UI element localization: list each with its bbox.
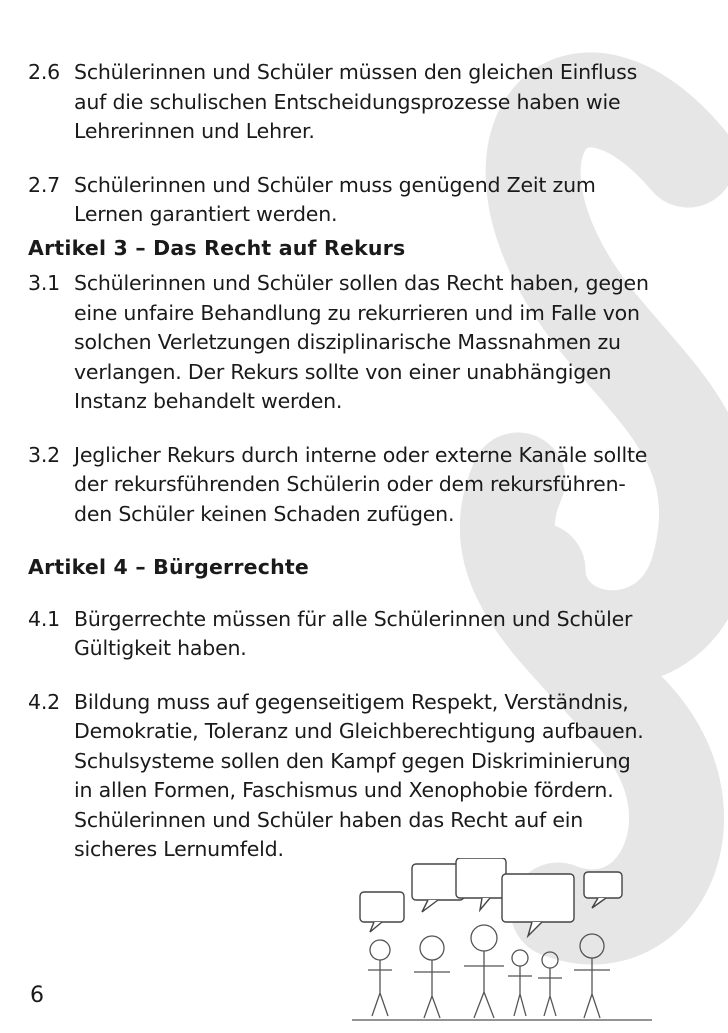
text-line: sicheres Lernumfeld. — [74, 837, 284, 861]
text-line: Demokratie, Toleranz und Gleichberechtigung aufbauen. — [74, 719, 644, 743]
text-line: Gültigkeit haben. — [74, 636, 247, 660]
item-number: 3.2 — [28, 442, 61, 467]
item-number: 2.7 — [28, 172, 61, 197]
text-line: Bürgerrechte müssen für alle Schülerinnen und Schüler — [74, 606, 633, 631]
item-number: 2.6 — [28, 60, 61, 84]
text-line: eine unfaire Behandlung zu rekurrieren und im Falle von — [74, 300, 640, 325]
item-text — [74, 58, 688, 147]
text-line: Schülerinnen und Schüler müssen den gleichen Einfluss — [74, 60, 638, 84]
people-speech-bubbles-illustration — [352, 858, 652, 1023]
item-text — [74, 688, 688, 865]
text-line: solchen Verletzungen disziplinarische Massnahmen zu — [74, 330, 621, 354]
text-line: verlangen. Der Rekurs sollte von einer unabhängigen — [74, 359, 612, 384]
item-number: 4.1 — [28, 606, 61, 631]
item-text — [74, 605, 688, 664]
text-line: Bildung muss auf gegenseitigem Respekt, Verständnis, — [74, 689, 629, 714]
numbered-item — [28, 605, 688, 664]
text-line: Jeglicher Rekurs durch interne oder externe Kanäle sollte — [74, 442, 648, 467]
numbered-item — [28, 688, 688, 865]
item-number: 3.1 — [28, 271, 61, 295]
text-line: Schülerinnen und Schüler sollen das Recht haben, gegen — [74, 271, 649, 295]
document-body — [28, 58, 688, 865]
item-number: 4.2 — [28, 689, 61, 714]
text-line: Lernen garantiert werden. — [74, 202, 338, 226]
text-line: Lehrerinnen und Lehrer. — [74, 119, 315, 143]
numbered-item — [28, 58, 688, 147]
numbered-item — [28, 441, 688, 530]
item-text — [74, 269, 688, 417]
text-line: Schülerinnen und Schüler haben das Recht auf ein — [74, 807, 584, 832]
text-line: Schülerinnen und Schüler muss genügend Zeit zum — [74, 172, 596, 197]
item-text — [74, 171, 688, 230]
numbered-item — [28, 269, 688, 417]
text-line: der rekursführenden Schülerin oder dem rekursführen- — [74, 472, 626, 496]
page-number: 6 — [30, 983, 44, 1008]
item-text — [74, 441, 688, 530]
text-line: Schulsysteme sollen den Kampf gegen Diskriminierung — [74, 748, 631, 773]
text-line: Instanz behandelt werden. — [74, 389, 343, 413]
section-heading: Artikel 3 – Das Recht auf Rekurs — [28, 235, 406, 260]
text-line: in allen Formen, Faschismus und Xenophobie fördern. — [74, 778, 614, 802]
text-line: auf die schulischen Entscheidungsprozesse haben wie — [74, 89, 621, 114]
text-line: den Schüler keinen Schaden zufügen. — [74, 501, 455, 526]
numbered-item — [28, 171, 688, 230]
section-heading: Artikel 4 – Bürgerrechte — [28, 555, 310, 579]
